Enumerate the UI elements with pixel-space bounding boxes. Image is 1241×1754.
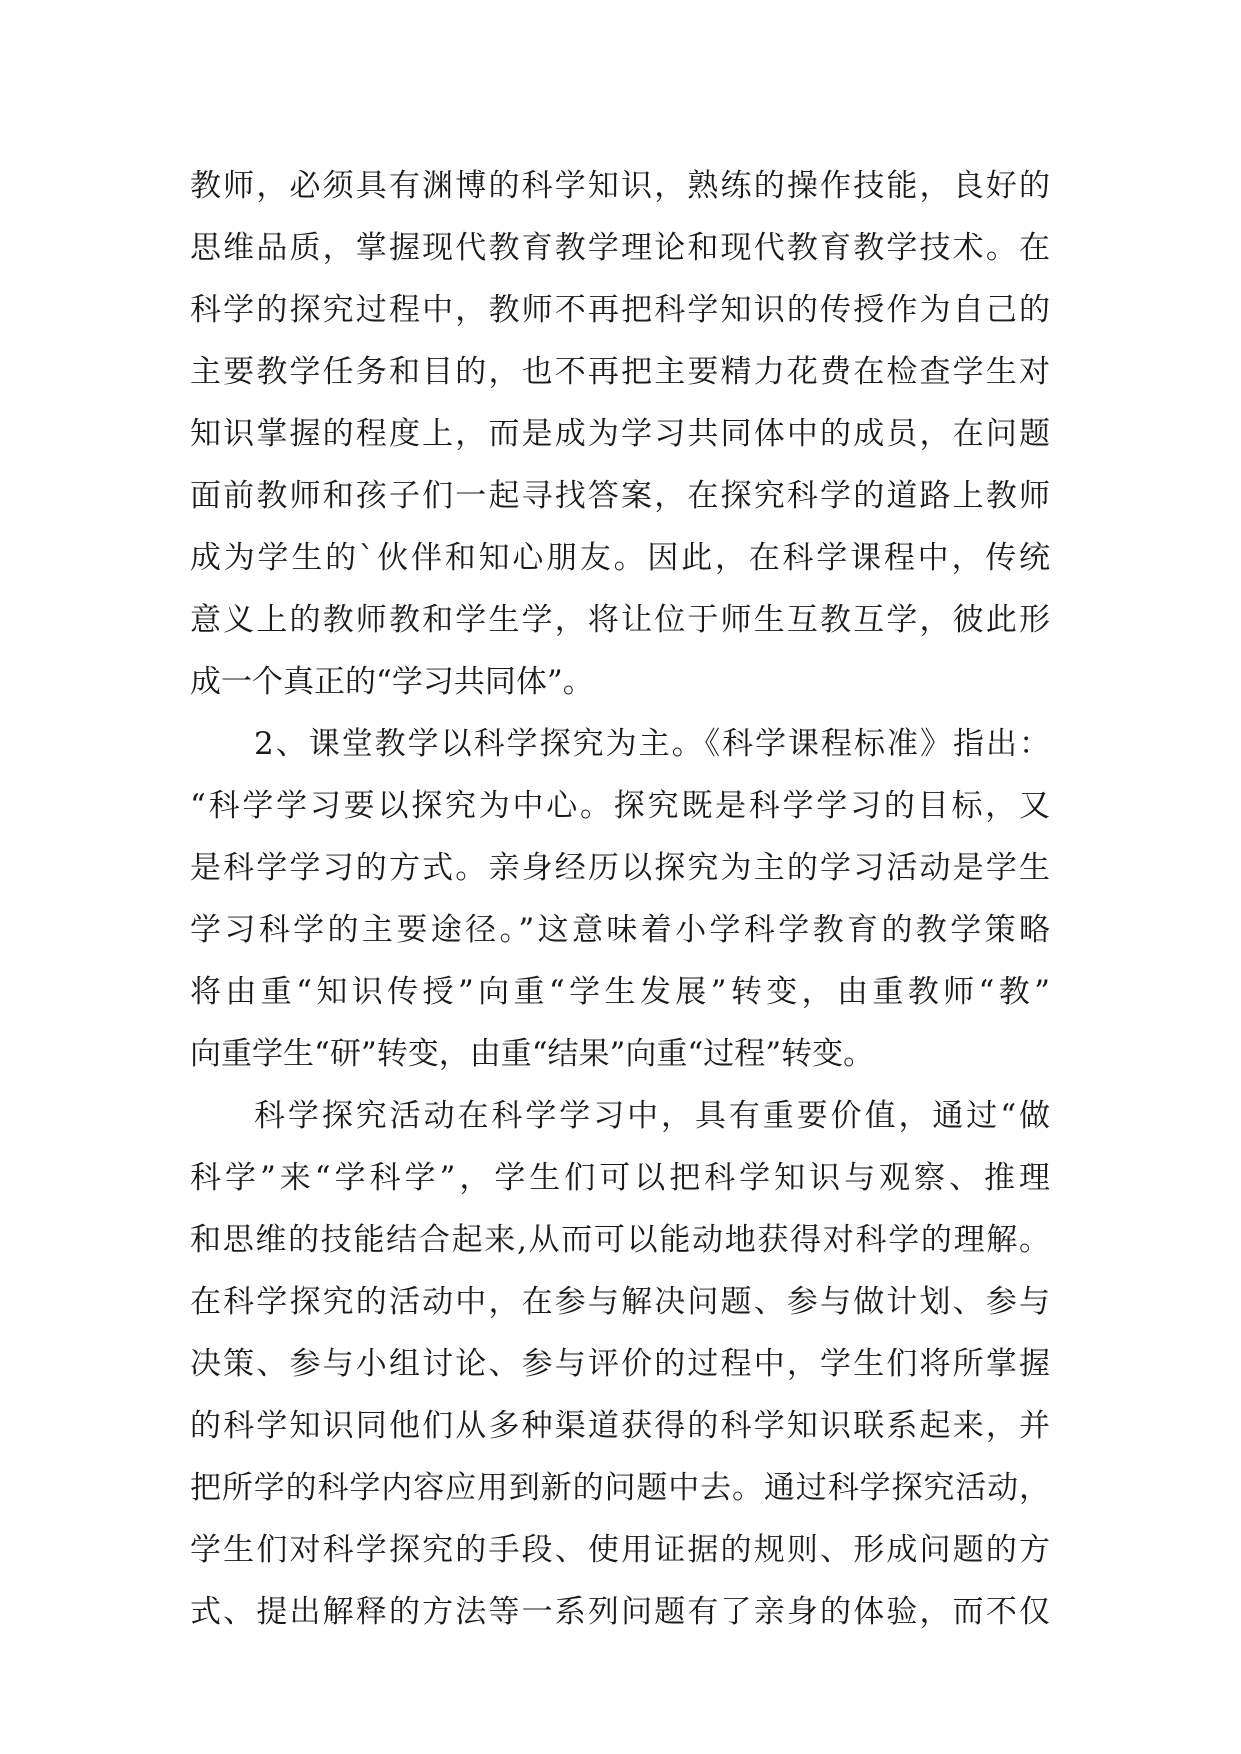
text-line: 科学”来“学科学”，学生们可以把科学知识与观察、推理 [190, 1160, 1050, 1196]
text-line: 教师，必须具有渊博的科学知识，熟练的操作技能，良好的 [190, 168, 1050, 204]
text-line: 把所学的科学内容应用到新的问题中去。通过科学探究活动， [190, 1470, 1050, 1506]
text-line: 成为学生的`伙伴和知心朋友。因此，在科学课程中，传统 [190, 540, 1050, 576]
text-line: 在科学探究的活动中，在参与解决问题、参与做计划、参与 [190, 1284, 1050, 1320]
text-line: 向重学生“研”转变，由重“结果”向重“过程”转变。 [190, 1036, 875, 1072]
text-line: 学习科学的主要途径。”这意味着小学科学教育的教学策略 [190, 912, 1050, 948]
text-line: “科学学习要以探究为中心。探究既是科学学习的目标，又 [190, 788, 1050, 824]
text-line: 主要教学任务和目的，也不再把主要精力花费在检查学生对 [190, 354, 1050, 390]
text-line: 和思维的技能结合起来,从而可以能动地获得对科学的理解。 [190, 1222, 1050, 1258]
body-text [190, 155, 1050, 1643]
text-line: 科学的探究过程中，教师不再把科学知识的传授作为自己的 [190, 292, 1050, 328]
text-line: 面前教师和孩子们一起寻找答案，在探究科学的道路上教师 [190, 478, 1050, 514]
text-line: 是科学学习的方式。亲身经历以探究为主的学习活动是学生 [190, 850, 1050, 886]
paragraph-start-line: 2、课堂教学以科学探究为主。《科学课程标准》指出： [254, 726, 1050, 762]
text-line: 成一个真正的“学习共同体”。 [190, 664, 594, 700]
text-line: 知识掌握的程度上，而是成为学习共同体中的成员，在问题 [190, 416, 1050, 452]
text-line: 思维品质，掌握现代教育教学理论和现代教育教学技术。在 [190, 230, 1050, 266]
text-line: 式、提出解释的方法等一系列问题有了亲身的体验，而不仅 [190, 1594, 1050, 1630]
text-line: 学生们对科学探究的手段、使用证据的规则、形成问题的方 [190, 1532, 1050, 1568]
text-line: 的科学知识同他们从多种渠道获得的科学知识联系起来，并 [190, 1408, 1050, 1444]
text-line: 决策、参与小组讨论、参与评价的过程中，学生们将所掌握 [190, 1346, 1050, 1382]
text-line: 将由重“知识传授”向重“学生发展”转变，由重教师“教” [190, 974, 1050, 1010]
paragraph-start-line: 科学探究活动在科学学习中，具有重要价值，通过“做 [254, 1098, 1050, 1134]
text-line: 意义上的教师教和学生学，将让位于师生互教互学，彼此形 [190, 602, 1050, 638]
